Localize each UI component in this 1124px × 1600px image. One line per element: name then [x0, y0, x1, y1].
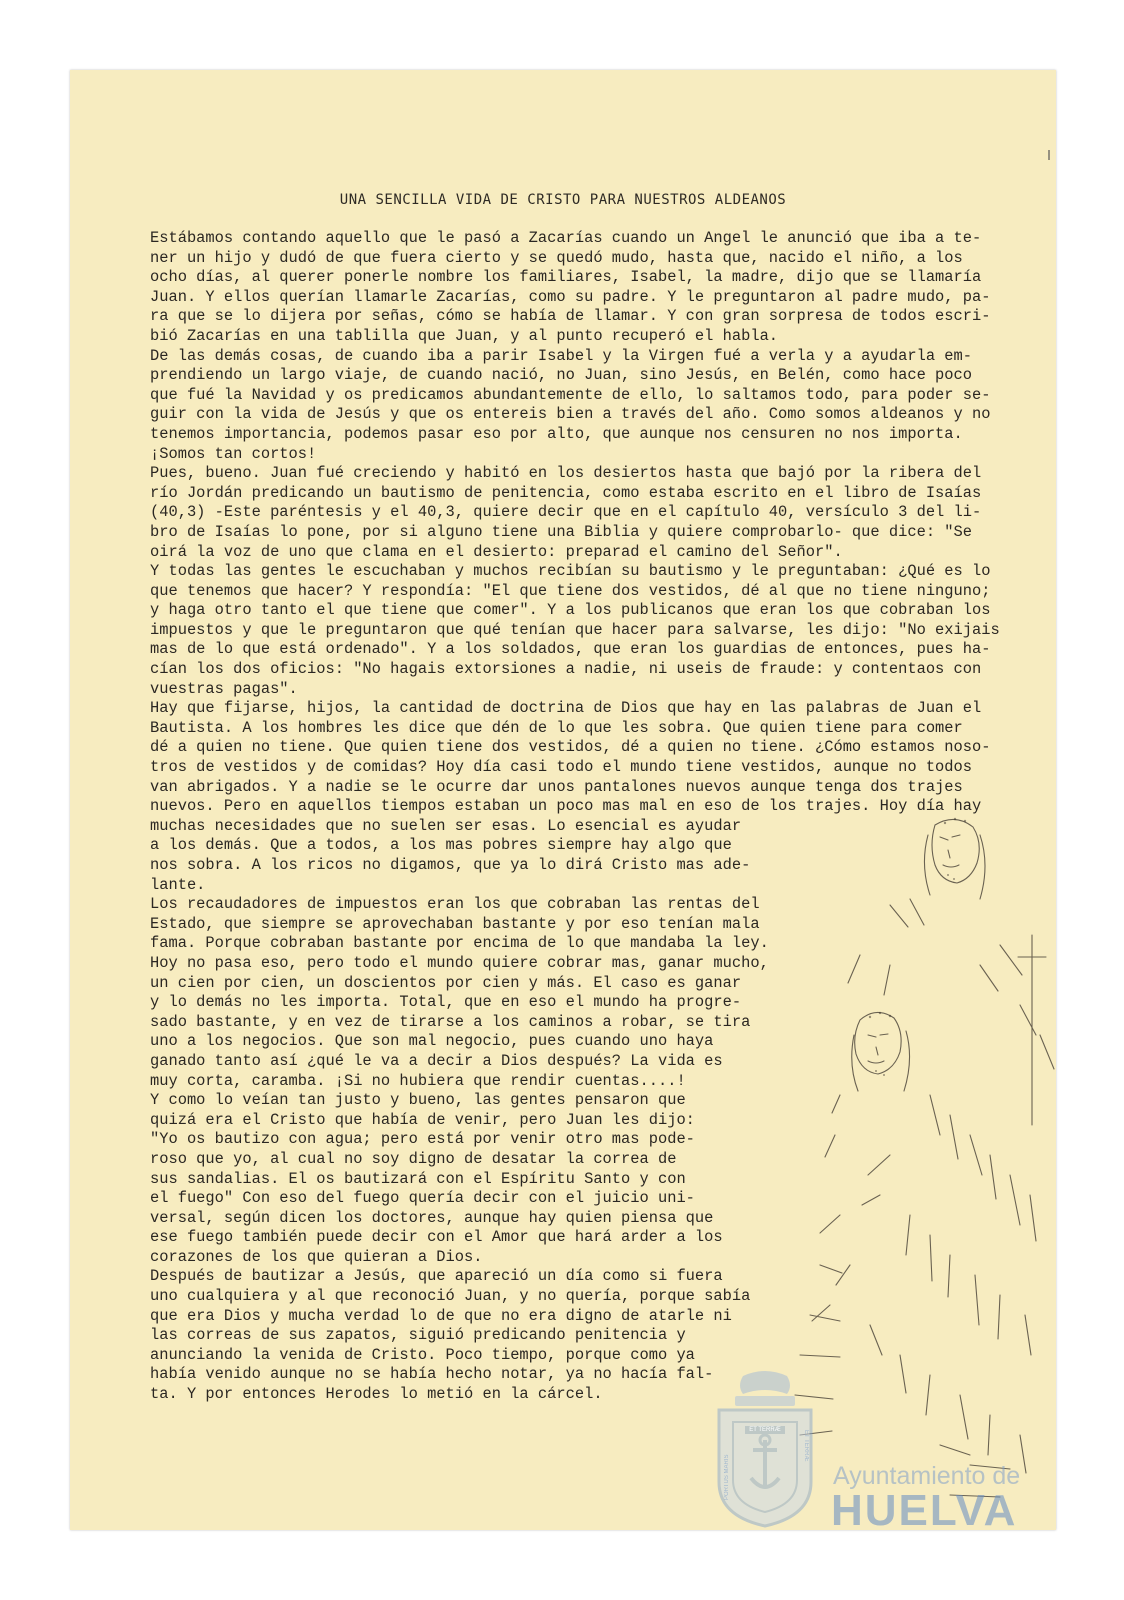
text-line: un cien por cien, un doscientos por cien y más. El caso es ganar [150, 973, 742, 992]
text-line: Después de bautizar a Jesús, que apareció un día como si fuera [150, 1267, 723, 1286]
text-line: "Yo os bautizo con agua; pero está por venir otro mas pode- [150, 1130, 695, 1149]
text-line: Pues, bueno. Juan fué creciendo y habitó en los desiertos hasta que bajó por la ribera del [150, 464, 982, 483]
typewritten-page [70, 70, 1056, 1530]
text-line: lante. [150, 875, 206, 894]
text-line: y haga otro tanto el que tiene que comer". Y a los publicanos que eran los que cobraban los [150, 601, 991, 620]
text-line: mas de lo que está ordenado". Y a los soldados, que eran los guardias de entonces, pues ha- [150, 640, 991, 659]
text-line: muy corta, caramba. ¡Si no hubiera que rendir cuentas....! [150, 1071, 686, 1090]
watermark [705, 1370, 1045, 1535]
text-line: Hay que fijarse, hijos, la cantidad de doctrina de Dios que hay en las palabras de Juan el [150, 699, 982, 718]
side-text-left: PORTUS MARIS [724, 1454, 730, 1500]
text-line: ganado tanto así ¿qué le va a decir a Dios después? La vida es [150, 1051, 723, 1070]
text-line: Hoy no pasa eso, pero todo el mundo quiere cobrar mas, ganar mucho, [150, 953, 769, 972]
text-line: el fuego" Con eso del fuego quería decir con el juicio uni- [150, 1189, 695, 1208]
side-text-right: ET TERRÆ [803, 1430, 809, 1462]
text-line: ta. Y por entonces Herodes lo metió en la cárcel. [150, 1385, 603, 1404]
page-title: UNA SENCILLA VIDA DE CRISTO PARA NUESTROS ALDEANOS [339, 192, 787, 208]
text-line: corazones de los que quieran a Dios. [150, 1247, 483, 1266]
text-line: uno a los negocios. Que son mal negocio, pues cuando uno haya [150, 1032, 714, 1051]
text-line: quizá era el Cristo que había de venir, pero Juan les dijo: [150, 1110, 695, 1129]
text-line: uno cualquiera y al que reconoció Juan, y no quería, porque sabía [150, 1287, 751, 1306]
banner-text: ET TERRÆ [749, 1427, 781, 1433]
text-line: que era Dios y mucha verdad lo de que no era digno de atarle ni [150, 1306, 732, 1325]
text-line: bro de Isaías lo pone, por si alguno tiene una Biblia y quiere comprobarlo- que dice: "Se [150, 522, 972, 541]
text-line: sado bastante, y en vez de tirarse a los caminos a robar, se tira [150, 1012, 751, 1031]
text-line: muchas necesidades que no suelen ser esas. Lo esencial es ayudar [150, 816, 742, 835]
text-line: anunciando la venida de Cristo. Poco tiempo, porque como ya [150, 1345, 695, 1364]
text-line: nuevos. Pero en aquellos tiempos estaban un poco mas mal en eso de los trajes. Hoy día hay [150, 797, 982, 816]
watermark-line-2: HUELVA [831, 1486, 1018, 1535]
text-line: ¡Somos tan cortos! [150, 444, 317, 463]
text-line: ra que se lo dijera por señas, cómo se había de llamar. Y con gran sorpresa de todos escri- [150, 307, 991, 326]
text-line: van abrigados. Y a nadie se le ocurre dar unos pantalones nuevos aunque tenga dos trajes [150, 777, 963, 796]
text-line: cían los dos oficios: "No hagais extorsiones a nadie, ni useis de fraude: y contentaos con [150, 660, 982, 679]
text-line: Y todas las gentes le escuchaban y muchos recibían su bautismo y le preguntaban: ¿Qué es lo [150, 562, 991, 581]
text-line: ocho días, al querer ponerle nombre los familiares, Isabel, la madre, dijo que se llamaría [150, 268, 982, 287]
text-line: (40,3) -Este paréntesis y el 40,3, quiere decir que en el capítulo 40, versículo 3 del li- [150, 503, 982, 522]
text-line: Juan. Y ellos querían llamarle Zacarías, como su padre. Y le preguntaron al padre mudo, pa- [150, 287, 991, 306]
text-line: a los demás. Que a todos, a los mas pobres siempre hay algo que [150, 836, 732, 855]
text-line: ese fuego también puede decir con el Amor que hará arder a los [150, 1228, 723, 1247]
text-line: dé a quien no tiene. Que quien tiene dos vestidos, dé a quien no tiene. ¿Cómo estamos noso- [150, 738, 991, 757]
text-line: que fué la Navidad y os predicamos abundantemente de ello, lo saltamos todo, para poder se- [150, 385, 991, 404]
text-line: guir con la vida de Jesús y que os entereis bien a través del año. Como somos aldeanos y no [150, 405, 991, 424]
text-line: oirá la voz de uno que clama en el desierto: preparad el camino del Señor". [150, 542, 843, 561]
text-line: ner un hijo y dudó de que fuera cierto y se quedó mudo, hasta que, nacido el niño, a los [150, 248, 963, 267]
text-line: había venido aunque no se había hecho notar, ya no hacía fal- [150, 1365, 714, 1384]
text-line: bió Zacarías en una tablilla que Juan, y al punto recuperó el habla. [150, 326, 779, 345]
text-line: río Jordán predicando un bautismo de penitencia, como estaba escrito en el libro de Isaías [150, 483, 982, 502]
text-line: fama. Porque cobraban bastante por encima de lo que mandaba la ley. [150, 934, 769, 953]
text-line: versal, según dicen los doctores, aunque hay quien piensa que [150, 1208, 714, 1227]
text-line: tros de vestidos y de comidas? Hoy día casi todo el mundo tiene vestidos, aunque no todos [150, 758, 972, 777]
text-line: que tenemos que hacer? Y respondía: "El que tiene dos vestidos, dé al que no tiene ninguno; [150, 581, 991, 600]
text-line: roso que yo, al cual no soy digno de desatar la correa de [150, 1149, 677, 1168]
text-line: Bautista. A los hombres les dice que dén de lo que les sobra. Que quien tiene para comer [150, 718, 963, 737]
watermark-line-1: Ayuntamiento de [833, 1462, 1021, 1490]
text-line: tenemos importancia, podemos pasar eso por alto, que aunque nos censuren no nos importa. [150, 424, 963, 443]
text-line: Estábamos contando aquello que le pasó a Zacarías cuando un Angel le anunció que iba a te- [150, 229, 982, 247]
text-line: y lo demás no les importa. Total, que en eso el mundo ha progre- [150, 993, 742, 1012]
text-line: las correas de sus zapatos, siguió predicando penitencia y [150, 1326, 686, 1345]
text-line: sus sandalias. El os bautizará con el Espíritu Santo y con [150, 1169, 686, 1188]
text-line: Y como lo veían tan justo y bueno, las gentes pensaron que [150, 1091, 686, 1110]
text-line: prendiendo un largo viaje, de cuando nació, no Juan, sino Jesús, en Belén, como hace poco [150, 366, 972, 385]
text-line: vuestras pagas". [150, 679, 298, 698]
edge-mark [1048, 150, 1050, 160]
text-line: nos sobra. A los ricos no digamos, que ya lo dirá Cristo mas ade- [150, 856, 751, 874]
text-line: impuestos y que le preguntaron que qué tenían que hacer para salvarse, les dijo: "No exijais [150, 620, 1000, 639]
huelva-coat-of-arms-logo [705, 1370, 825, 1530]
text-line: Estado, que siempre se aprovechaban bastante y por eso tenían mala [150, 914, 760, 933]
text-line: Los recaudadores de impuestos eran los que cobraban las rentas del [150, 895, 760, 914]
text-line: De las demás cosas, de cuando iba a parir Isabel y la Virgen fué a verla y a ayudarla em- [150, 346, 972, 365]
